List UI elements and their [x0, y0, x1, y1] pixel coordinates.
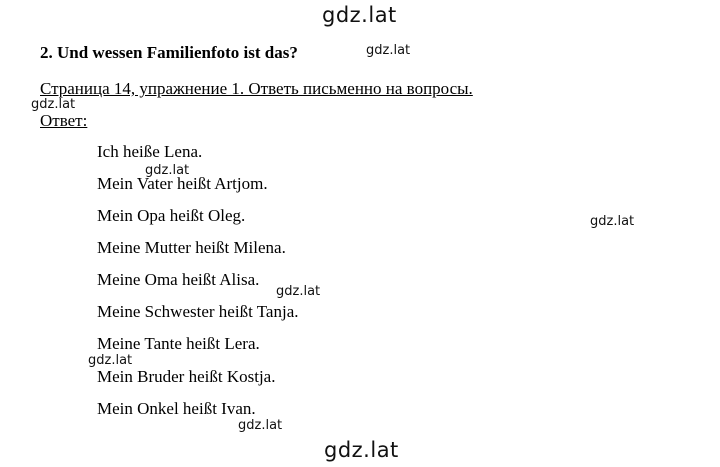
watermark-small: gdz.lat [238, 418, 283, 433]
watermark-small: gdz.lat [145, 163, 190, 178]
watermark-small: gdz.lat [88, 353, 133, 368]
task-instruction: Страница 14, упражнение 1. Ответь письменно на вопросы. [40, 79, 473, 98]
answer-line: Meine Oma heißt Alisa. [97, 270, 260, 289]
answer-line: Mein Opa heißt Oleg. [97, 206, 246, 225]
watermark-bottom: gdz.lat [324, 438, 399, 462]
answer-label: Ответ: [40, 111, 88, 130]
watermark-small: gdz.lat [590, 214, 635, 229]
answer-line: Mein Onkel heißt Ivan. [97, 399, 256, 418]
answer-line: Mein Bruder heißt Kostja. [97, 367, 276, 386]
answer-line: Ich heiße Lena. [97, 142, 203, 161]
answer-line: Meine Mutter heißt Milena. [97, 238, 286, 257]
watermark-small: gdz.lat [276, 284, 321, 299]
watermark-small: gdz.lat [366, 43, 411, 58]
exercise-heading: 2. Und wessen Familienfoto ist das? [40, 43, 298, 62]
answer-line: Meine Schwester heißt Tanja. [97, 302, 299, 321]
answer-line: Mein Vater heißt Artjom. [97, 174, 268, 193]
watermark-top: gdz.lat [322, 3, 397, 27]
watermark-small: gdz.lat [31, 97, 76, 112]
answer-line: Meine Tante heißt Lera. [97, 334, 260, 353]
